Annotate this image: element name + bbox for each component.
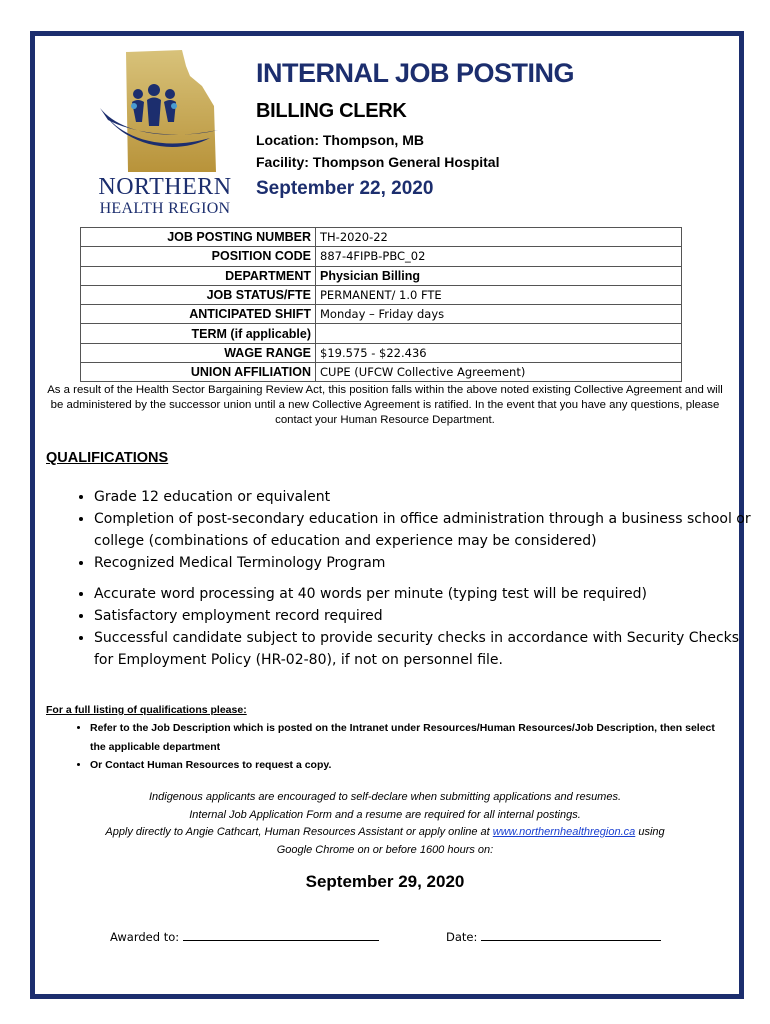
table-row: [81, 285, 682, 304]
qualifications-heading: QUALIFICATIONS: [46, 450, 169, 466]
closing-line4: Google Chrome on or before 1600 hours on:: [276, 843, 494, 856]
table-value: $19.575 - $22.436: [316, 343, 682, 362]
full-listing-heading: For a full listing of qualifications please:: [46, 704, 247, 716]
table-row: [81, 343, 682, 362]
location-text: Location: Thompson, MB: [256, 132, 424, 148]
table-row: [81, 247, 682, 266]
list-item: • Or Contact Human Resources to request a copy.: [90, 756, 730, 775]
list-item: • Completion of post-secondary education in office administration through a business school or college (combinations of education and experience may be considered): [94, 508, 754, 552]
table-row: [81, 305, 682, 324]
table-value: CUPE (UFCW Collective Agreement): [316, 363, 682, 382]
date-field[interactable]: [446, 928, 661, 944]
logo-line1: NORTHERN: [98, 174, 232, 200]
closing-line2: Internal Job Application Form and a resume are required for all internal postings.: [189, 808, 581, 821]
awarded-to-line[interactable]: [183, 928, 379, 941]
table-key: UNION AFFILIATION: [81, 363, 316, 382]
closing-line1: Indigenous applicants are encouraged to self-declare when submitting applications and resumes.: [148, 791, 622, 803]
awarded-to-field[interactable]: [110, 928, 379, 944]
date-label: Date:: [446, 930, 478, 944]
table-value: 887-4FIPB-PBC_02: [316, 247, 682, 266]
date-line[interactable]: [481, 928, 661, 941]
awarded-to-label: Awarded to:: [110, 930, 180, 944]
closing-date: September 29, 2020: [305, 872, 465, 891]
table-key: JOB STATUS/FTE: [81, 285, 316, 304]
table-value: TH-2020-22: [316, 228, 682, 247]
website-link[interactable]: www.northernhealthregion.ca: [492, 826, 636, 838]
table-row: [81, 363, 682, 382]
table-value: Physician Billing: [316, 266, 682, 285]
table-key: ANTICIPATED SHIFT: [81, 305, 316, 324]
table-key: JOB POSTING NUMBER: [81, 228, 316, 247]
northern-health-region-logo: [80, 46, 250, 216]
position-title: BILLING CLERK: [256, 100, 407, 122]
table-key: POSITION CODE: [81, 247, 316, 266]
table-row: [81, 228, 682, 247]
list-item: • Recognized Medical Terminology Program: [94, 552, 754, 574]
full-listing-list: [52, 719, 730, 775]
closing-line3: [44, 824, 726, 842]
closing-line3-text: Apply directly to Angie Cathcart, Human Resources Assistant or apply online at: [105, 826, 493, 838]
list-item: • Satisfactory employment record required: [94, 605, 754, 627]
list-item: • Successful candidate subject to provide security checks in accordance with Security Checks for Employment Policy (HR-02-80), if not on personnel file.: [94, 627, 754, 671]
qualifications-list: [56, 486, 754, 671]
list-item: • Accurate word processing at 40 words per minute (typing test will be required): [94, 583, 754, 605]
table-key: TERM (if applicable): [81, 324, 316, 343]
table-value: [316, 324, 682, 343]
job-info-table: [80, 227, 682, 382]
table-key: WAGE RANGE: [81, 343, 316, 362]
list-item: • Grade 12 education or equivalent: [94, 486, 754, 508]
bargaining-notice: As a result of the Health Sector Bargaining Review Act, this position falls within the above noted existing Collective Agreement and will be administered by the successor union until a new Collective Agreement is ratified. In the event that you have any questions, please contact your Human Resource Department.: [47, 384, 723, 426]
closing-line3-suffix: using: [635, 826, 665, 838]
table-row: [81, 266, 682, 285]
table-row: [81, 324, 682, 343]
facility-text: Facility: Thompson General Hospital: [256, 154, 500, 170]
manitoba-logo-icon: [98, 46, 234, 174]
list-item: • Refer to the Job Description which is posted on the Intranet under Resources/Human Resources/Job Description, then select the applicable department: [90, 719, 730, 756]
page-title: INTERNAL JOB POSTING: [256, 58, 575, 88]
closing-statement: [44, 789, 726, 859]
posting-date: September 22, 2020: [256, 178, 434, 199]
logo-line2: HEALTH REGION: [99, 200, 231, 217]
table-value: PERMANENT/ 1.0 FTE: [316, 285, 682, 304]
table-key: DEPARTMENT: [81, 266, 316, 285]
table-value: Monday – Friday days: [316, 305, 682, 324]
